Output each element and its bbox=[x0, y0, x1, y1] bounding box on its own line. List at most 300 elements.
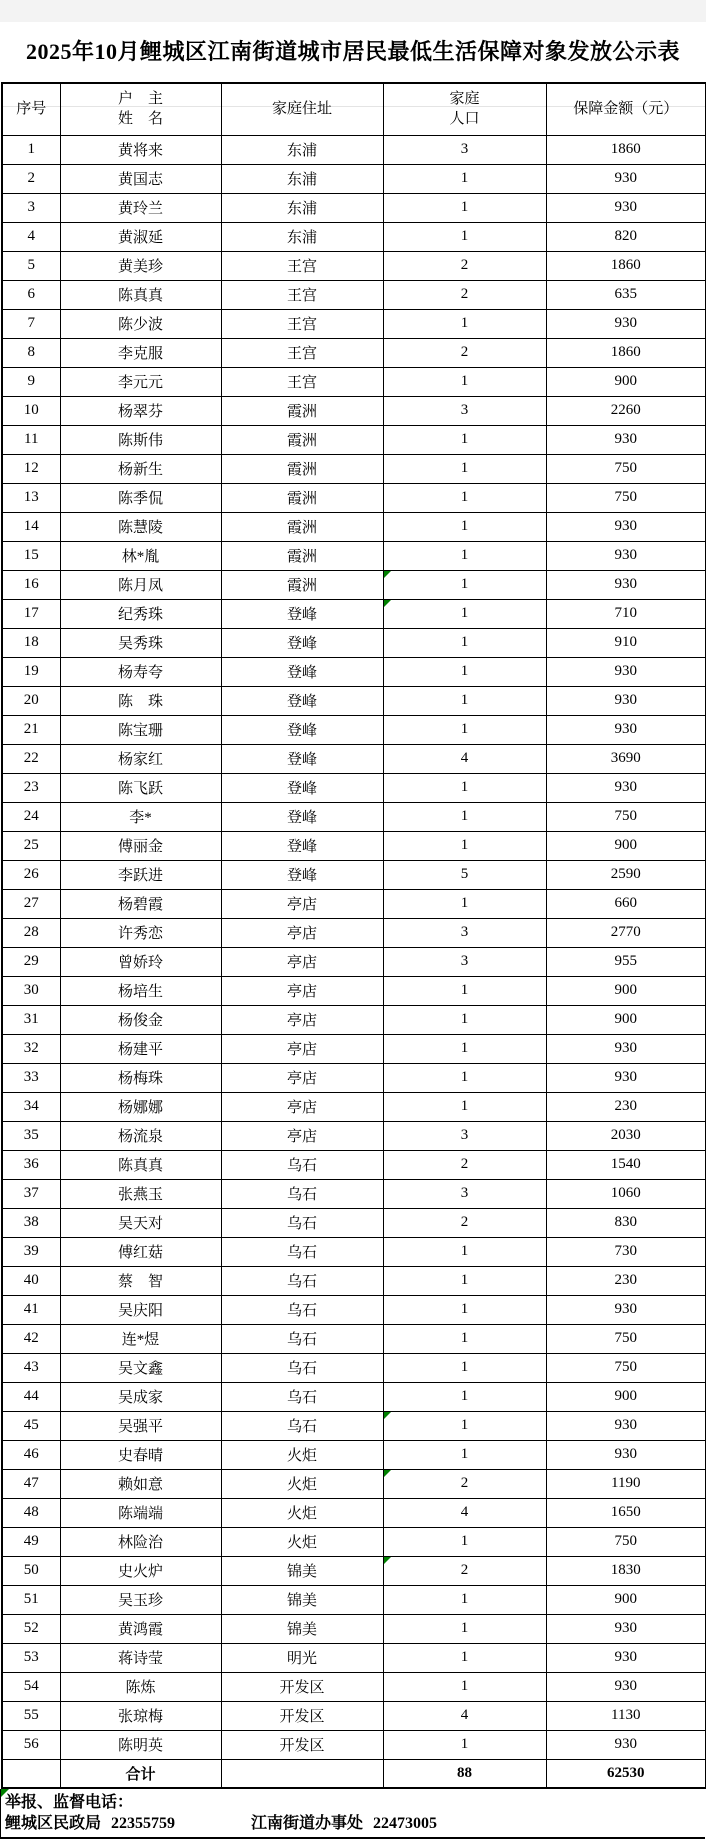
cell-population: 1 bbox=[383, 570, 546, 599]
cell-population: 1 bbox=[383, 1643, 546, 1672]
total-row bbox=[2, 1759, 706, 1788]
cell-householder-name: 杨碧霞 bbox=[60, 889, 221, 918]
cell-address: 开发区 bbox=[221, 1701, 383, 1730]
cell-index: 31 bbox=[2, 1005, 60, 1034]
cell-amount: 900 bbox=[546, 367, 706, 396]
cell-householder-name: 林*胤 bbox=[60, 541, 221, 570]
cell-householder-name: 陈炼 bbox=[60, 1672, 221, 1701]
cell-index: 44 bbox=[2, 1382, 60, 1411]
cell-population: 1 bbox=[383, 454, 546, 483]
cell-address: 亭店 bbox=[221, 1034, 383, 1063]
cell-address: 登峰 bbox=[221, 831, 383, 860]
cell-index: 45 bbox=[2, 1411, 60, 1440]
cell-address: 开发区 bbox=[221, 1730, 383, 1759]
cell-address: 霞洲 bbox=[221, 570, 383, 599]
cell-address: 亭店 bbox=[221, 918, 383, 947]
table-header-row bbox=[2, 83, 706, 135]
top-margin-strip bbox=[0, 0, 706, 23]
cell-index: 42 bbox=[2, 1324, 60, 1353]
cell-address: 火炬 bbox=[221, 1440, 383, 1469]
cell-amount: 930 bbox=[546, 686, 706, 715]
cell-householder-name: 杨家红 bbox=[60, 744, 221, 773]
cell-address: 乌石 bbox=[221, 1411, 383, 1440]
civil-affairs-bureau-label: 鲤城区民政局 bbox=[5, 1815, 102, 1832]
cell-population: 1 bbox=[383, 1005, 546, 1034]
cell-population: 3 bbox=[383, 947, 546, 976]
table-row bbox=[2, 1092, 706, 1121]
cell-index: 2 bbox=[2, 164, 60, 193]
cell-address: 亭店 bbox=[221, 1092, 383, 1121]
cell-population: 1 bbox=[383, 1353, 546, 1382]
cell-householder-name: 杨流泉 bbox=[60, 1121, 221, 1150]
cell-population: 1 bbox=[383, 425, 546, 454]
table-row bbox=[2, 483, 706, 512]
cell-householder-name: 陈真真 bbox=[60, 1150, 221, 1179]
cell-householder-name: 李* bbox=[60, 802, 221, 831]
cell-householder-name: 杨培生 bbox=[60, 976, 221, 1005]
cell-householder-name: 陈端端 bbox=[60, 1498, 221, 1527]
cell-householder-name: 许秀恋 bbox=[60, 918, 221, 947]
cell-address: 锦美 bbox=[221, 1585, 383, 1614]
cell-population: 3 bbox=[383, 1179, 546, 1208]
cell-address: 乌石 bbox=[221, 1382, 383, 1411]
cell-address: 登峰 bbox=[221, 599, 383, 628]
table-row bbox=[2, 512, 706, 541]
cell-address: 明光 bbox=[221, 1643, 383, 1672]
cell-population: 1 bbox=[383, 1672, 546, 1701]
cell-index: 26 bbox=[2, 860, 60, 889]
cell-amount: 930 bbox=[546, 1672, 706, 1701]
cell-index: 16 bbox=[2, 570, 60, 599]
cell-address: 登峰 bbox=[221, 773, 383, 802]
cell-householder-name: 傅红菇 bbox=[60, 1237, 221, 1266]
cell-amount: 930 bbox=[546, 425, 706, 454]
total-amount: 62530 bbox=[546, 1759, 706, 1788]
cell-population: 4 bbox=[383, 1498, 546, 1527]
cell-amount: 1860 bbox=[546, 135, 706, 164]
cell-amount: 1060 bbox=[546, 1179, 706, 1208]
cell-index: 20 bbox=[2, 686, 60, 715]
cell-index: 3 bbox=[2, 193, 60, 222]
cell-index: 38 bbox=[2, 1208, 60, 1237]
cell-address: 乌石 bbox=[221, 1150, 383, 1179]
cell-index: 8 bbox=[2, 338, 60, 367]
table-row bbox=[2, 918, 706, 947]
col-header-amount: 保障金额（元） bbox=[546, 83, 706, 135]
table-body bbox=[2, 135, 706, 1759]
table-row bbox=[2, 164, 706, 193]
cell-address: 霞洲 bbox=[221, 512, 383, 541]
cell-address: 亭店 bbox=[221, 947, 383, 976]
cell-address: 乌石 bbox=[221, 1266, 383, 1295]
cell-householder-name: 蔡 智 bbox=[60, 1266, 221, 1295]
cell-index: 15 bbox=[2, 541, 60, 570]
cell-amount: 1130 bbox=[546, 1701, 706, 1730]
cell-population: 2 bbox=[383, 280, 546, 309]
cell-amount: 930 bbox=[546, 1295, 706, 1324]
cell-population: 1 bbox=[383, 1324, 546, 1353]
cell-householder-name: 张琼梅 bbox=[60, 1701, 221, 1730]
cell-address: 亭店 bbox=[221, 1005, 383, 1034]
cell-population: 1 bbox=[383, 309, 546, 338]
cell-address: 霞洲 bbox=[221, 541, 383, 570]
cell-index: 7 bbox=[2, 309, 60, 338]
table-row bbox=[2, 1063, 706, 1092]
cell-index: 17 bbox=[2, 599, 60, 628]
cell-population: 1 bbox=[383, 1440, 546, 1469]
cell-amount: 1650 bbox=[546, 1498, 706, 1527]
table-row bbox=[2, 1527, 706, 1556]
cell-amount: 930 bbox=[546, 715, 706, 744]
cell-address: 亭店 bbox=[221, 976, 383, 1005]
table-row bbox=[2, 396, 706, 425]
cell-population: 3 bbox=[383, 1121, 546, 1150]
table-row bbox=[2, 1005, 706, 1034]
cell-population: 1 bbox=[383, 164, 546, 193]
cell-index: 30 bbox=[2, 976, 60, 1005]
cell-population: 3 bbox=[383, 135, 546, 164]
table-row bbox=[2, 1411, 706, 1440]
cell-index: 49 bbox=[2, 1527, 60, 1556]
table-row bbox=[2, 1353, 706, 1382]
table-row bbox=[2, 1730, 706, 1759]
cell-address: 王宫 bbox=[221, 367, 383, 396]
cell-address: 锦美 bbox=[221, 1614, 383, 1643]
cell-householder-name: 杨翠芬 bbox=[60, 396, 221, 425]
cell-population: 1 bbox=[383, 222, 546, 251]
cell-householder-name: 陈真真 bbox=[60, 280, 221, 309]
cell-population: 1 bbox=[383, 1382, 546, 1411]
cell-population: 5 bbox=[383, 860, 546, 889]
table-row bbox=[2, 1266, 706, 1295]
cell-population: 1 bbox=[383, 889, 546, 918]
cell-householder-name: 陈斯伟 bbox=[60, 425, 221, 454]
cell-address: 王宫 bbox=[221, 309, 383, 338]
cell-index: 10 bbox=[2, 396, 60, 425]
cell-population: 1 bbox=[383, 831, 546, 860]
cell-population: 4 bbox=[383, 744, 546, 773]
cell-address: 乌石 bbox=[221, 1295, 383, 1324]
total-label: 合计 bbox=[60, 1759, 221, 1788]
cell-amount: 930 bbox=[546, 512, 706, 541]
cell-address: 霞洲 bbox=[221, 425, 383, 454]
table-row bbox=[2, 1556, 706, 1585]
cell-index: 34 bbox=[2, 1092, 60, 1121]
col-header-address: 家庭住址 bbox=[221, 83, 383, 135]
cell-householder-name: 杨梅珠 bbox=[60, 1063, 221, 1092]
cell-householder-name: 黄美珍 bbox=[60, 251, 221, 280]
cell-amount: 930 bbox=[546, 570, 706, 599]
cell-householder-name: 曾娇玲 bbox=[60, 947, 221, 976]
table-row bbox=[2, 222, 706, 251]
cell-householder-name: 杨新生 bbox=[60, 454, 221, 483]
cell-index: 22 bbox=[2, 744, 60, 773]
table-row bbox=[2, 1295, 706, 1324]
cell-index: 13 bbox=[2, 483, 60, 512]
table-row bbox=[2, 1469, 706, 1498]
report-phones-section bbox=[0, 1789, 705, 1839]
cell-population: 2 bbox=[383, 1556, 546, 1585]
cell-householder-name: 吴庆阳 bbox=[60, 1295, 221, 1324]
cell-amount: 900 bbox=[546, 1382, 706, 1411]
cell-index: 29 bbox=[2, 947, 60, 976]
cell-address: 霞洲 bbox=[221, 396, 383, 425]
cell-amount: 900 bbox=[546, 976, 706, 1005]
cell-address: 登峰 bbox=[221, 657, 383, 686]
page-title: 2025年10月鲤城区江南街道城市居民最低生活保障对象发放公示表 bbox=[25, 39, 680, 64]
table-row bbox=[2, 889, 706, 918]
cell-amount: 1860 bbox=[546, 251, 706, 280]
cell-population: 1 bbox=[383, 1237, 546, 1266]
cell-population: 1 bbox=[383, 1730, 546, 1759]
cell-householder-name: 史火炉 bbox=[60, 1556, 221, 1585]
cell-amount: 930 bbox=[546, 773, 706, 802]
cell-amount: 830 bbox=[546, 1208, 706, 1237]
cell-householder-name: 纪秀珠 bbox=[60, 599, 221, 628]
table-row bbox=[2, 1382, 706, 1411]
cell-address: 登峰 bbox=[221, 860, 383, 889]
cell-householder-name: 陈 珠 bbox=[60, 686, 221, 715]
cell-amount: 930 bbox=[546, 1063, 706, 1092]
cell-index: 35 bbox=[2, 1121, 60, 1150]
cell-address: 火炬 bbox=[221, 1469, 383, 1498]
street-office-label: 江南街道办事处 bbox=[251, 1815, 364, 1832]
table-row bbox=[2, 454, 706, 483]
cell-address: 霞洲 bbox=[221, 454, 383, 483]
cell-index: 27 bbox=[2, 889, 60, 918]
cell-amount: 2030 bbox=[546, 1121, 706, 1150]
cell-amount: 910 bbox=[546, 628, 706, 657]
cell-index: 53 bbox=[2, 1643, 60, 1672]
cell-amount: 930 bbox=[546, 657, 706, 686]
cell-address: 乌石 bbox=[221, 1237, 383, 1266]
cell-population: 1 bbox=[383, 715, 546, 744]
civil-affairs-bureau-phone: 22355759 bbox=[111, 1815, 176, 1832]
cell-population: 1 bbox=[383, 599, 546, 628]
cell-householder-name: 杨俊金 bbox=[60, 1005, 221, 1034]
cell-index: 39 bbox=[2, 1237, 60, 1266]
cell-householder-name: 陈宝珊 bbox=[60, 715, 221, 744]
cell-amount: 930 bbox=[546, 164, 706, 193]
cell-index: 48 bbox=[2, 1498, 60, 1527]
cell-amount: 930 bbox=[546, 1411, 706, 1440]
cell-amount: 900 bbox=[546, 1005, 706, 1034]
cell-amount: 930 bbox=[546, 1614, 706, 1643]
table-row bbox=[2, 309, 706, 338]
table-row bbox=[2, 1643, 706, 1672]
table-row bbox=[2, 1237, 706, 1266]
table-row bbox=[2, 947, 706, 976]
cell-householder-name: 吴成家 bbox=[60, 1382, 221, 1411]
cell-index: 19 bbox=[2, 657, 60, 686]
cell-address: 登峰 bbox=[221, 628, 383, 657]
table-row bbox=[2, 715, 706, 744]
table-row bbox=[2, 1585, 706, 1614]
col-header-name-line2: 姓 名 bbox=[117, 111, 163, 128]
cell-population: 1 bbox=[383, 976, 546, 1005]
table-row bbox=[2, 686, 706, 715]
cell-index: 52 bbox=[2, 1614, 60, 1643]
cell-address: 火炬 bbox=[221, 1498, 383, 1527]
cell-amount: 900 bbox=[546, 831, 706, 860]
cell-amount: 660 bbox=[546, 889, 706, 918]
total-cell-empty-address bbox=[221, 1759, 383, 1788]
cell-index: 18 bbox=[2, 628, 60, 657]
cell-address: 亭店 bbox=[221, 1063, 383, 1092]
cell-householder-name: 傅丽金 bbox=[60, 831, 221, 860]
cell-population: 2 bbox=[383, 1208, 546, 1237]
cell-address: 登峰 bbox=[221, 802, 383, 831]
cell-amount: 955 bbox=[546, 947, 706, 976]
cell-householder-name: 杨娜娜 bbox=[60, 1092, 221, 1121]
cell-amount: 930 bbox=[546, 541, 706, 570]
cell-population: 1 bbox=[383, 773, 546, 802]
cell-index: 4 bbox=[2, 222, 60, 251]
table-row bbox=[2, 1614, 706, 1643]
cell-population: 1 bbox=[383, 1527, 546, 1556]
cell-population: 1 bbox=[383, 686, 546, 715]
cell-householder-name: 吴秀珠 bbox=[60, 628, 221, 657]
cell-amount: 230 bbox=[546, 1092, 706, 1121]
cell-amount: 750 bbox=[546, 454, 706, 483]
cell-householder-name: 陈季侃 bbox=[60, 483, 221, 512]
cell-amount: 750 bbox=[546, 1527, 706, 1556]
cell-address: 乌石 bbox=[221, 1179, 383, 1208]
cell-index: 47 bbox=[2, 1469, 60, 1498]
table-row bbox=[2, 1208, 706, 1237]
cell-index: 11 bbox=[2, 425, 60, 454]
cell-householder-name: 陈飞跃 bbox=[60, 773, 221, 802]
table-row bbox=[2, 628, 706, 657]
cell-householder-name: 黄将来 bbox=[60, 135, 221, 164]
col-header-householder-name bbox=[60, 83, 221, 135]
col-header-population-line1: 家庭 bbox=[449, 91, 480, 108]
cell-population: 1 bbox=[383, 193, 546, 222]
cell-amount: 730 bbox=[546, 1237, 706, 1266]
cell-amount: 820 bbox=[546, 222, 706, 251]
cell-index: 21 bbox=[2, 715, 60, 744]
cell-address: 东浦 bbox=[221, 164, 383, 193]
cell-population: 1 bbox=[383, 483, 546, 512]
table-row bbox=[2, 1672, 706, 1701]
cell-address: 登峰 bbox=[221, 744, 383, 773]
table-row bbox=[2, 744, 706, 773]
cell-address: 东浦 bbox=[221, 193, 383, 222]
table-row bbox=[2, 599, 706, 628]
table-row bbox=[2, 976, 706, 1005]
cell-index: 25 bbox=[2, 831, 60, 860]
cell-index: 56 bbox=[2, 1730, 60, 1759]
cell-address: 王宫 bbox=[221, 280, 383, 309]
cell-address: 乌石 bbox=[221, 1353, 383, 1382]
cell-householder-name: 吴强平 bbox=[60, 1411, 221, 1440]
cell-population: 1 bbox=[383, 1063, 546, 1092]
table-row bbox=[2, 1498, 706, 1527]
cell-amount: 930 bbox=[546, 1034, 706, 1063]
table-row bbox=[2, 338, 706, 367]
cell-index: 36 bbox=[2, 1150, 60, 1179]
table-row bbox=[2, 570, 706, 599]
cell-population: 2 bbox=[383, 1469, 546, 1498]
cell-amount: 750 bbox=[546, 802, 706, 831]
report-phones-heading: 举报、监督电话： bbox=[5, 1794, 134, 1811]
table-row bbox=[2, 1440, 706, 1469]
cell-population: 1 bbox=[383, 628, 546, 657]
table-row bbox=[2, 773, 706, 802]
cell-amount: 1830 bbox=[546, 1556, 706, 1585]
cell-address: 亭店 bbox=[221, 1121, 383, 1150]
cell-population: 3 bbox=[383, 396, 546, 425]
report-phones-numbers bbox=[5, 1813, 705, 1834]
cell-index: 33 bbox=[2, 1063, 60, 1092]
cell-amount: 750 bbox=[546, 483, 706, 512]
cell-householder-name: 黄玲兰 bbox=[60, 193, 221, 222]
col-header-index: 序号 bbox=[2, 83, 60, 135]
cell-address: 王宫 bbox=[221, 338, 383, 367]
cell-amount: 930 bbox=[546, 1730, 706, 1759]
cell-index: 14 bbox=[2, 512, 60, 541]
table-row bbox=[2, 860, 706, 889]
cell-address: 亭店 bbox=[221, 889, 383, 918]
table-row bbox=[2, 1324, 706, 1353]
cell-amount: 2590 bbox=[546, 860, 706, 889]
cell-index: 9 bbox=[2, 367, 60, 396]
cell-index: 28 bbox=[2, 918, 60, 947]
cell-address: 东浦 bbox=[221, 135, 383, 164]
cell-householder-name: 陈少波 bbox=[60, 309, 221, 338]
cell-address: 开发区 bbox=[221, 1672, 383, 1701]
cell-population: 1 bbox=[383, 1614, 546, 1643]
cell-address: 登峰 bbox=[221, 686, 383, 715]
cell-population: 1 bbox=[383, 1585, 546, 1614]
cell-index: 55 bbox=[2, 1701, 60, 1730]
cell-householder-name: 陈明英 bbox=[60, 1730, 221, 1759]
table-row bbox=[2, 1150, 706, 1179]
cell-householder-name: 陈慧陵 bbox=[60, 512, 221, 541]
cell-householder-name: 杨寿夸 bbox=[60, 657, 221, 686]
cell-householder-name: 李跃进 bbox=[60, 860, 221, 889]
cell-householder-name: 吴天对 bbox=[60, 1208, 221, 1237]
cell-address: 王宫 bbox=[221, 251, 383, 280]
table-row bbox=[2, 425, 706, 454]
cell-population: 1 bbox=[383, 1411, 546, 1440]
cell-amount: 635 bbox=[546, 280, 706, 309]
table-row bbox=[2, 1034, 706, 1063]
col-header-name-line1: 户 主 bbox=[117, 91, 163, 108]
cell-population: 1 bbox=[383, 1092, 546, 1121]
total-cell-empty-index bbox=[2, 1759, 60, 1788]
cell-address: 乌石 bbox=[221, 1208, 383, 1237]
cell-amount: 930 bbox=[546, 309, 706, 338]
cell-amount: 2260 bbox=[546, 396, 706, 425]
table-row bbox=[2, 657, 706, 686]
cell-index: 43 bbox=[2, 1353, 60, 1382]
cell-index: 1 bbox=[2, 135, 60, 164]
table-row bbox=[2, 1701, 706, 1730]
cell-population: 1 bbox=[383, 1295, 546, 1324]
cell-address: 火炬 bbox=[221, 1527, 383, 1556]
cell-amount: 900 bbox=[546, 1585, 706, 1614]
cell-index: 5 bbox=[2, 251, 60, 280]
cell-index: 50 bbox=[2, 1556, 60, 1585]
cell-amount: 930 bbox=[546, 1440, 706, 1469]
table-row bbox=[2, 280, 706, 309]
subsistence-allowance-table bbox=[1, 82, 706, 1789]
cell-amount: 1190 bbox=[546, 1469, 706, 1498]
cell-population: 1 bbox=[383, 802, 546, 831]
cell-amount: 930 bbox=[546, 1643, 706, 1672]
table-row bbox=[2, 251, 706, 280]
